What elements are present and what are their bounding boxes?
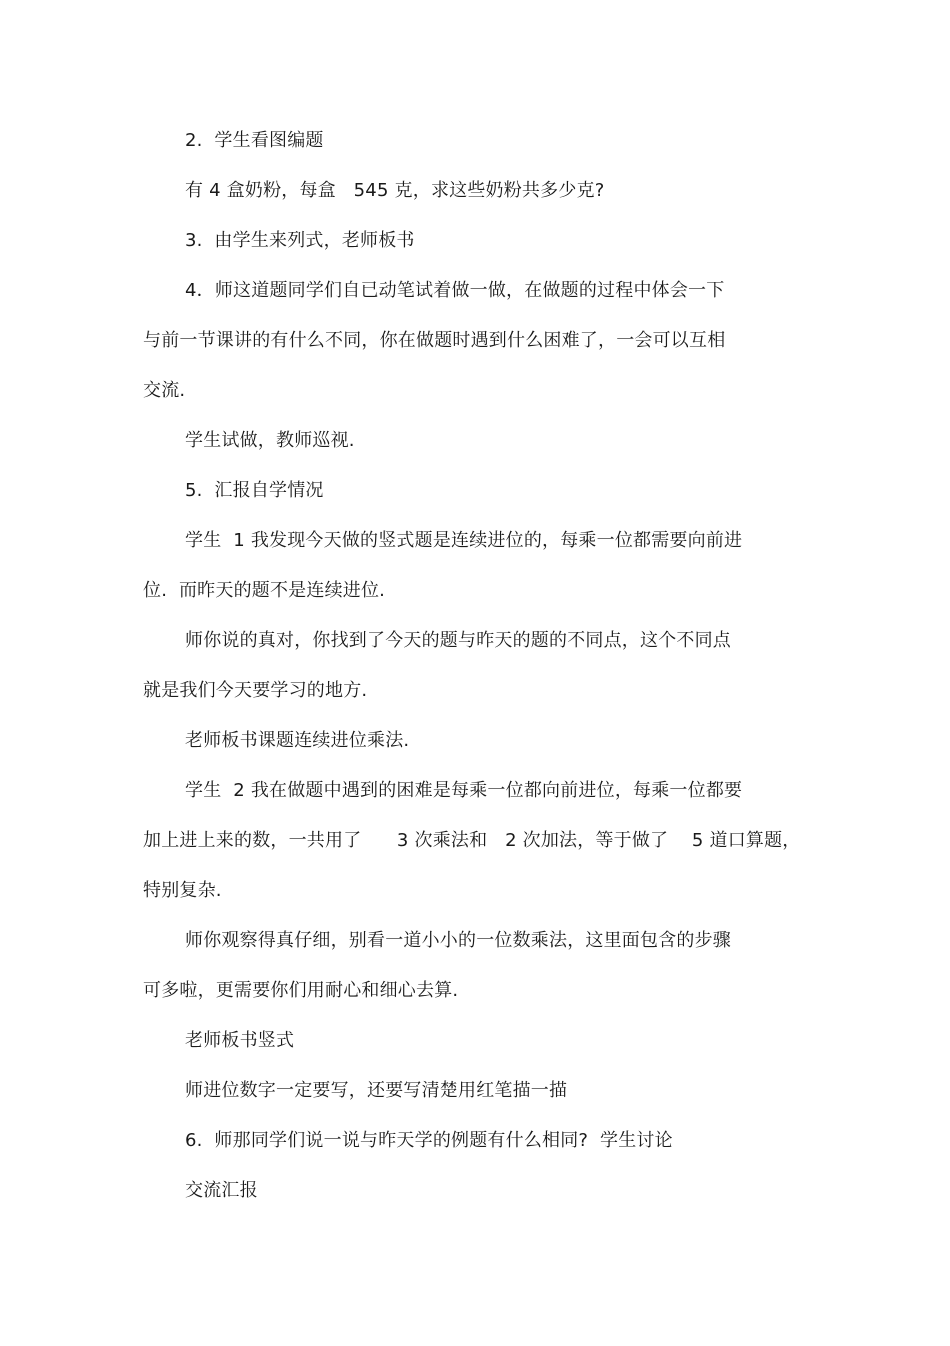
text-line: 师进位数字一定要写，还要写清楚用红笔描一描 [185,1080,568,1101]
text-line: 3. 由学生来列式，老师板书 [185,230,415,251]
text-line: 交流汇报 [185,1180,258,1201]
text-line: 2. 学生看图编题 [185,130,324,151]
text-line: 师你观察得真仔细，别看一道小小的一位数乘法，这里面包含的步骤 [185,930,731,951]
text-line: 就是我们今天要学习的地方. [143,680,368,701]
text-line: 与前一节课讲的有什么不同，你在做题时遇到什么困难了，一会可以互相 [143,330,726,351]
text-line: 老师板书竖式 [185,1030,295,1051]
text-line: 特别复杂. [143,880,222,901]
text-line: 交流. [143,380,186,401]
text-line: 老师板书课题连续进位乘法. [185,730,410,751]
text-line: 可多啦，更需要你们用耐心和细心去算. [143,980,459,1001]
text-line: 有 4 盒奶粉，每盒 545 克，求这些奶粉共多少克? [185,180,605,201]
text-line: 5. 汇报自学情况 [185,480,324,501]
text-line: 位. 而昨天的题不是连续进位. [143,580,386,601]
text-line: 师你说的真对，你找到了今天的题与昨天的题的不同点，这个不同点 [185,630,731,651]
text-line: 加上进上来的数，一共用了 3 次乘法和 2 次加法，等于做了 5 道口算题， [143,830,801,851]
text-line: 学生试做，教师巡视. [185,430,355,451]
text-line: 学生 1 我发现今天做的竖式题是连续进位的，每乘一位都需要向前进 [185,530,743,551]
text-line: 4．师这道题同学们自已动笔试着做一做，在做题的过程中体会一下 [185,280,725,301]
text-line: 6. 师那同学们说一说与昨天学的例题有什么相同? 学生讨论 [185,1130,673,1151]
text-line: 学生 2 我在做题中遇到的困难是每乘一位都向前进位，每乘一位都要 [185,780,743,801]
